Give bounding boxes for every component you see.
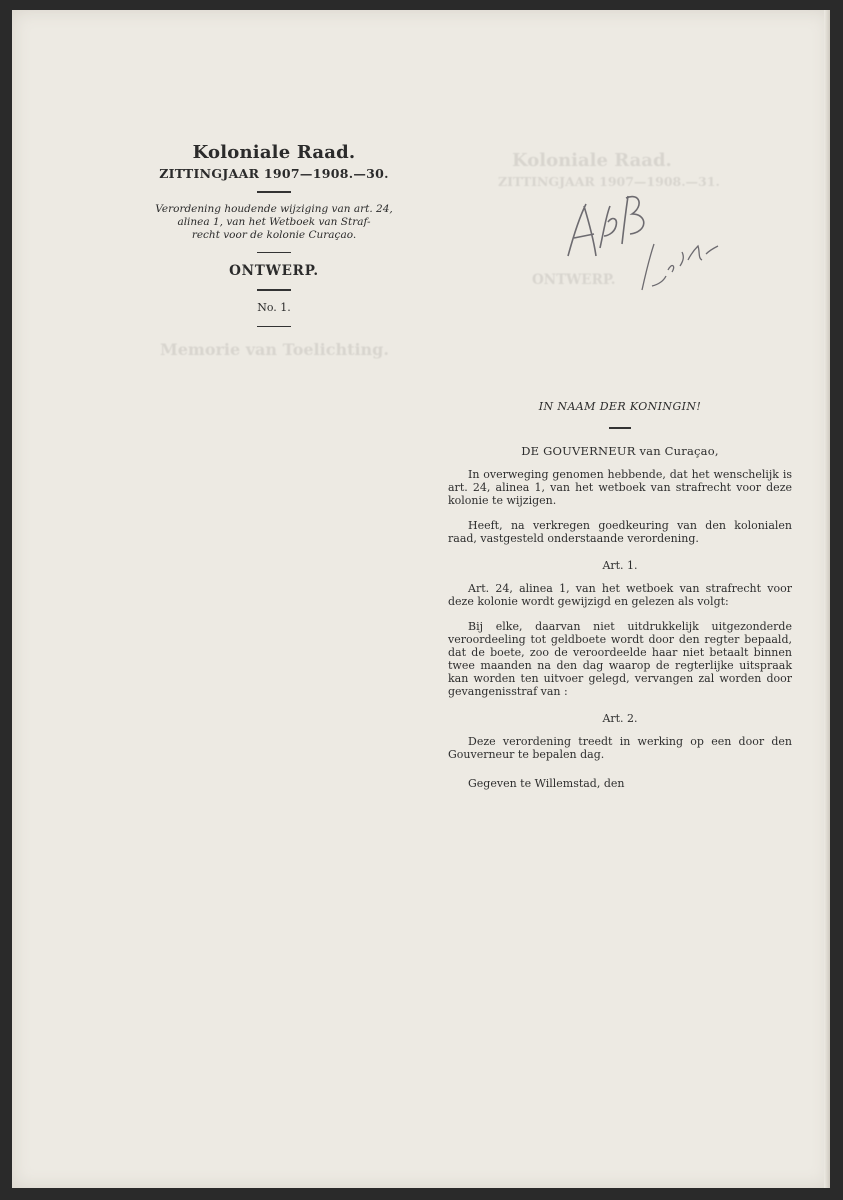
draft-label: ONTWERP.	[229, 263, 319, 279]
document-page	[12, 10, 830, 1188]
handwritten-annotation	[560, 186, 730, 296]
header-divider	[257, 289, 291, 291]
session-year: ZITTINGJAAR 1907—1908.—30.	[159, 166, 389, 181]
header-divider	[257, 191, 291, 193]
document-number: No. 1.	[257, 300, 291, 314]
article-heading: Art. 2.	[602, 711, 638, 725]
ordinance-description	[142, 203, 406, 242]
council-title: Koloniale Raad.	[192, 142, 356, 163]
closing-line: Gegeven te Willemstad, den	[468, 776, 625, 790]
article-heading: Art. 1.	[602, 558, 638, 572]
description-line: recht voor de kolonie Curaçao.	[191, 228, 357, 241]
header-divider	[257, 326, 291, 328]
preamble-paragraph: In overweging genomen hebbende, dat het wenschelijk is art. 24, alinea 1, van het wetboek van strafrecht voor deze kolonie te wijzigen.	[448, 467, 792, 507]
preamble-paragraph: Heeft, na verkregen goedkeuring van den kolonialen raad, vastgesteld onderstaande verordening.	[448, 518, 792, 545]
decree-heading: IN NAAM DER KONINGIN!	[538, 400, 702, 413]
ordinance-body	[448, 400, 792, 790]
bleed-through-session: ZITTINGJAAR 1907—1908.—31.	[498, 174, 720, 189]
description-line: Verordening houdende wijziging van art. 24,	[155, 202, 393, 215]
article-text: Art. 24, alinea 1, van het wetboek van strafrecht voor deze kolonie wordt gewijzigd en gelezen als volgt:	[448, 581, 792, 608]
header-divider	[257, 252, 291, 254]
governor-line: DE GOUVERNEUR van Curaçao,	[521, 443, 719, 458]
article-text: Deze verordening treedt in werking op een door den Gouverneur te bepalen dag.	[448, 734, 792, 761]
bleed-through-ontwerp: ONTWERP.	[532, 272, 616, 288]
article-quote: Bij elke, daarvan niet uitdrukkelijk uitgezonderde veroordeeling tot geldboete wordt door den regter bepaald, dat de boete, zoo de veroordeelde haar niet betaalt binnen twee maanden na den dag waarop de regterlijke uitspraak kan worden ten uitvoer gelegd, vervangen zal worden door gevangenisstraf van :	[448, 619, 792, 698]
paper-edge	[824, 10, 830, 1188]
description-line: alinea 1, van het Wetboek van Straf-	[177, 215, 371, 228]
body-divider	[609, 427, 631, 429]
bleed-through-heading: Memorie van Toelichting.	[160, 340, 389, 359]
document-header	[142, 142, 406, 337]
bleed-through-title: Koloniale Raad.	[512, 150, 672, 171]
